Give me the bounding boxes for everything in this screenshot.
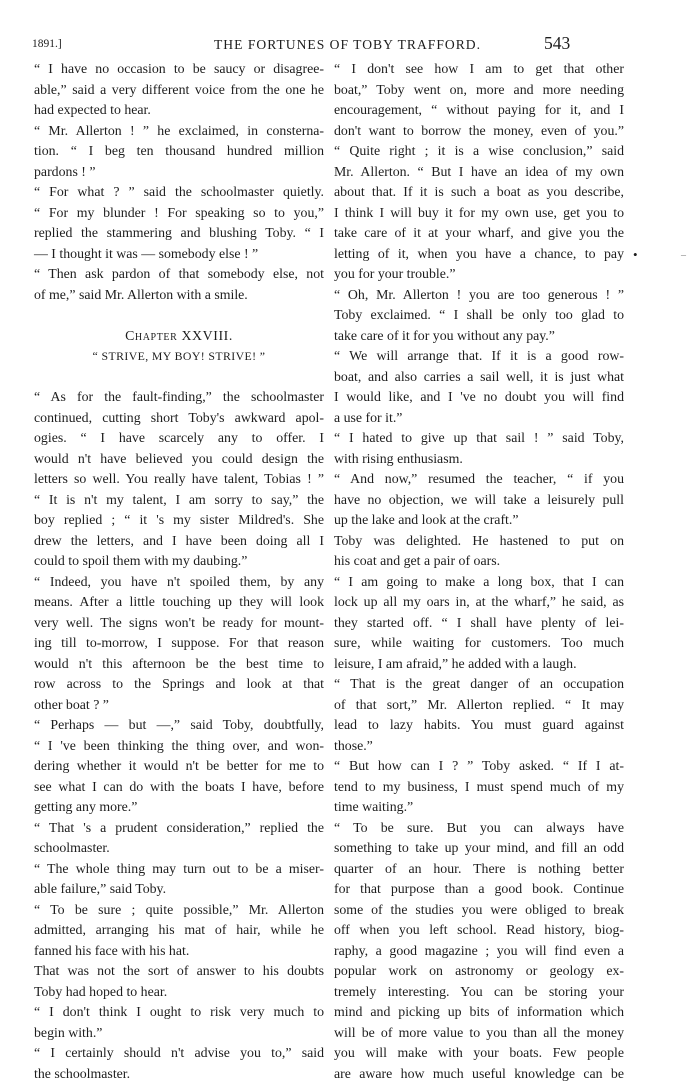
text-line: “ I certainly should n't advise you to,” said	[34, 1043, 324, 1064]
text-line: sure, while waiting for customers. Too much	[334, 633, 624, 654]
text-line: don't want to borrow the money, even of you.”	[334, 121, 624, 142]
text-line: “ It is n't my talent, I am sorry to say,” the	[34, 490, 324, 511]
text-line: pardons ! ”	[34, 162, 324, 183]
text-line: “ Quite right ; it is a wise conclusion,” said	[334, 141, 624, 162]
text-line: “ To be sure ; quite possible,” Mr. Allerton	[34, 900, 324, 921]
text-line: Mr. Allerton. “ But I have an idea of my own	[334, 162, 624, 183]
text-line: other boat ? ”	[34, 695, 324, 716]
text-line: ing till to-morrow, I suppose. For that reason	[34, 633, 324, 654]
text-line: a use for it.”	[334, 408, 624, 429]
text-line: begin with.”	[34, 1023, 324, 1044]
text-line: something to take up your mind, and fill an odd	[334, 838, 624, 859]
text-line: means. After a little touching up they will look	[34, 592, 324, 613]
text-line: — I thought it was — somebody else ! ”	[34, 244, 324, 265]
text-line: off when you left school. Read history, biog-	[334, 920, 624, 941]
text-line: “ I don't see how I am to get that other	[334, 59, 624, 80]
text-line: letters so well. You really have talent, Tobias ! ”	[34, 469, 324, 490]
text-line: “ That 's a prudent consideration,” replied the	[34, 818, 324, 839]
text-line: mind and picking up bits of information which	[334, 1002, 624, 1023]
text-line: encouragement, “ without paying for it, and I	[334, 100, 624, 121]
text-line: very well. The signs won't be ready for mount-	[34, 613, 324, 634]
blank-line	[34, 367, 324, 388]
left-column	[34, 59, 324, 1084]
text-line: with rising enthusiasm.	[334, 449, 624, 470]
text-line: leisure, I am afraid,” he added with a laugh.	[334, 654, 624, 675]
text-line: time waiting.”	[334, 797, 624, 818]
text-line: “ And now,” resumed the teacher, “ if you	[334, 469, 624, 490]
text-line: Toby exclaimed. “ I shall be only too glad to	[334, 305, 624, 326]
text-line: “ I hated to give up that sail ! ” said Toby,	[334, 428, 624, 449]
text-line: are aware how much useful knowledge can be	[334, 1064, 624, 1084]
text-line: boat,” Toby went on, more and more needing	[334, 80, 624, 101]
right-column	[334, 59, 624, 1084]
text-line: tremely interesting. You can be storing your	[334, 982, 624, 1003]
text-line: “ As for the fault-finding,” the schoolmaster	[34, 387, 324, 408]
text-line: “ I 've been thinking the thing over, and won-	[34, 736, 324, 757]
text-line: schoolmaster.	[34, 838, 324, 859]
text-line: ogies. “ I have scarcely any to offer. I	[34, 428, 324, 449]
text-line: “ Mr. Allerton ! ” he exclaimed, in consterna-	[34, 121, 324, 142]
text-line: his coat and get a pair of oars.	[334, 551, 624, 572]
text-line: “ For my blunder ! For speaking so to you,”	[34, 203, 324, 224]
text-line: “ I have no occasion to be saucy or disagree-	[34, 59, 324, 80]
text-line: would n't have believed you could design the	[34, 449, 324, 470]
text-line: “ I don't think I ought to risk very much to	[34, 1002, 324, 1023]
running-header	[0, 36, 695, 58]
text-line: quarter of an hour. There is nothing better	[334, 859, 624, 880]
text-line: dering whether it would n't be better for me to	[34, 756, 324, 777]
text-line: getting any more.”	[34, 797, 324, 818]
text-line: of me,” said Mr. Allerton with a smile.	[34, 285, 324, 306]
text-line: will be of more value to you than all the money	[334, 1023, 624, 1044]
text-line: able failure,” said Toby.	[34, 879, 324, 900]
chapter-epigraph: “ STRIVE, MY BOY! STRIVE! ”	[34, 346, 324, 367]
text-line: “ We will arrange that. If it is a good row-	[334, 346, 624, 367]
text-line: “ The whole thing may turn out to be a miser-	[34, 859, 324, 880]
text-line: Toby had hoped to hear.	[34, 982, 324, 1003]
text-line: letting of it, when you have a chance, to pay	[334, 244, 624, 265]
text-line: have no objection, we will take a leisurely pull	[334, 490, 624, 511]
text-line: boat, and also carries a sail well, it is just what	[334, 367, 624, 388]
blank-line	[34, 305, 324, 326]
text-line: those.”	[334, 736, 624, 757]
text-line: That was not the sort of answer to his doubts	[34, 961, 324, 982]
text-line: row across to the Springs and look at that	[34, 674, 324, 695]
text-line: tend to my business, I must spend much of my	[334, 777, 624, 798]
page-number: 543	[544, 33, 570, 54]
margin-mark-icon: •	[633, 247, 638, 263]
text-line: “ For what ? ” said the schoolmaster quietly.	[34, 182, 324, 203]
text-line: “ Then ask pardon of that somebody else, not	[34, 264, 324, 285]
text-line: take care of it for you without any pay.”	[334, 326, 624, 347]
text-line: see what I can do with the boats I have, before	[34, 777, 324, 798]
header-year: 1891.]	[32, 38, 62, 50]
text-line: popular work on astronomy or geology ex-	[334, 961, 624, 982]
text-line: for that purpose than a good book. Continue	[334, 879, 624, 900]
chapter-heading: Chapter XXVIII.	[34, 326, 324, 347]
text-line: the schoolmaster.	[34, 1064, 324, 1084]
text-line: “ To be sure. But you can always have	[334, 818, 624, 839]
text-line: raphy, a good magazine ; you will find even a	[334, 941, 624, 962]
text-line: up the lake and look at the craft.”	[334, 510, 624, 531]
header-title: THE FORTUNES OF TOBY TRAFFORD.	[0, 37, 695, 53]
text-line: “ Oh, Mr. Allerton ! you are too generous ! ”	[334, 285, 624, 306]
text-line: about that. If it is such a boat as you describe,	[334, 182, 624, 203]
text-line: could to spoil them with my daubing.”	[34, 551, 324, 572]
text-line: had expected to hear.	[34, 100, 324, 121]
text-line: admitted, arranging his mat of hair, while he	[34, 920, 324, 941]
text-line: “ Perhaps — but —,” said Toby, doubtfully,	[34, 715, 324, 736]
text-line: would n't this afternoon be the best time to	[34, 654, 324, 675]
text-line: you will make with your boats. Few people	[334, 1043, 624, 1064]
text-line: continued, cutting short Toby's awkward apol-	[34, 408, 324, 429]
text-line: “ That is the great danger of an occupation	[334, 674, 624, 695]
text-line: lead to lazy habits. You must guard against	[334, 715, 624, 736]
text-line: “ I am going to make a long box, that I can	[334, 572, 624, 593]
text-line: “ But how can I ? ” Toby asked. “ If I at-	[334, 756, 624, 777]
text-line: able,” said a very different voice from the one he	[34, 80, 324, 101]
text-line: take care of it at your wharf, and give you the	[334, 223, 624, 244]
text-line: replied the stammering and blushing Toby. “ I	[34, 223, 324, 244]
text-line: you for your trouble.”	[334, 264, 624, 285]
text-line: fanned his face with his hat.	[34, 941, 324, 962]
text-line: lock up all my oars in, at the wharf,” he said, as	[334, 592, 624, 613]
text-line: they started off. “ I shall have plenty of lei-	[334, 613, 624, 634]
text-line: I think I will buy it for my own use, get you to	[334, 203, 624, 224]
text-line: boy replied ; “ it 's my sister Mildred's. She	[34, 510, 324, 531]
text-line: some of the studies you were obliged to break	[334, 900, 624, 921]
text-line: drew the letters, and I have been doing all I	[34, 531, 324, 552]
text-line: Toby was delighted. He hastened to put on	[334, 531, 624, 552]
text-line: tion. “ I beg ten thousand hundred million	[34, 141, 324, 162]
edge-mark-icon: ‒	[681, 250, 686, 261]
text-line: “ Indeed, you have n't spoiled them, by any	[34, 572, 324, 593]
text-line: of that sort,” Mr. Allerton replied. “ It may	[334, 695, 624, 716]
text-line: I would like, and I 've no doubt you will find	[334, 387, 624, 408]
